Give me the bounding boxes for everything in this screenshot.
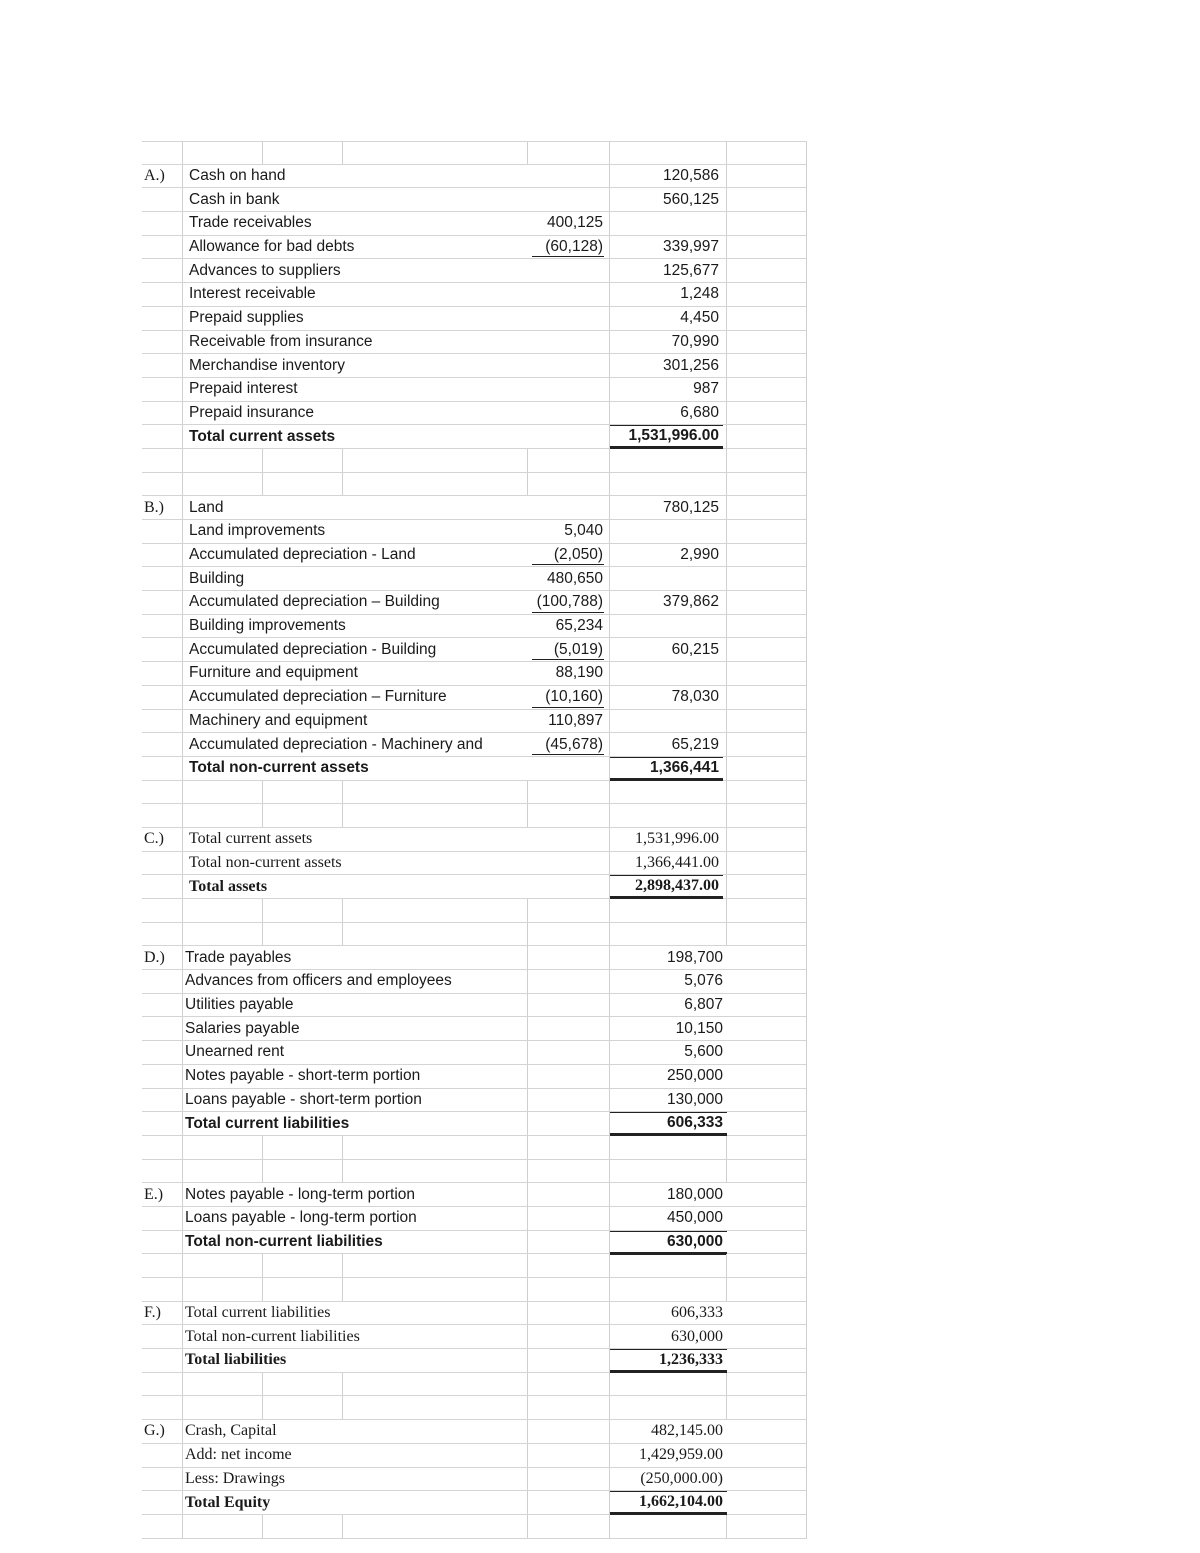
line-item-label: Crash, Capital — [185, 1420, 525, 1443]
line-item-label: Advances from officers and employees — [185, 970, 525, 993]
table-row — [142, 1420, 807, 1444]
line-item-label: Prepaid interest — [189, 378, 529, 401]
line-item-label: Loans payable - short-term portion — [185, 1089, 525, 1112]
table-row — [142, 994, 807, 1018]
line-item-label: Furniture and equipment — [189, 662, 529, 685]
table-row — [142, 686, 807, 710]
line-item-label: Building — [189, 567, 529, 590]
table-row — [142, 1468, 807, 1492]
line-item-label: Advances to suppliers — [189, 259, 529, 282]
total-amount: 606,333 — [610, 1112, 727, 1136]
line-item-label: Accumulated depreciation – Building — [189, 591, 529, 614]
line-item-label: Building improvements — [189, 615, 529, 638]
line-item-label: Add: net income — [185, 1444, 525, 1467]
line-amount: 301,256 — [610, 354, 723, 377]
table-row — [142, 1065, 807, 1089]
line-item-label: Accumulated depreciation - Building — [189, 638, 529, 661]
table-row — [142, 520, 807, 544]
total-label: Total current assets — [189, 425, 529, 448]
line-amount: 379,862 — [610, 591, 723, 614]
total-row — [142, 1112, 807, 1136]
total-row — [142, 1349, 807, 1373]
line-amount: 606,333 — [610, 1302, 727, 1325]
total-amount: 1,236,333 — [610, 1349, 727, 1373]
blank-row — [142, 473, 807, 497]
line-item-label: Unearned rent — [185, 1041, 525, 1064]
line-amount: 630,000 — [610, 1325, 727, 1348]
line-item-label: Allowance for bad debts — [189, 236, 529, 259]
line-item-label: Accumulated depreciation - Machinery and — [189, 733, 529, 756]
line-item-label: Trade receivables — [189, 212, 529, 235]
line-amount: 2,990 — [610, 544, 723, 567]
total-row — [142, 1491, 807, 1515]
table-row — [142, 615, 807, 639]
blank-row — [142, 141, 807, 165]
table-row — [142, 852, 807, 876]
table-row — [142, 307, 807, 331]
line-item-label: Trade payables — [185, 946, 525, 969]
sub-amount: (45,678) — [528, 733, 606, 756]
line-amount: 482,145.00 — [610, 1420, 727, 1443]
line-item-label: Notes payable - short-term portion — [185, 1065, 525, 1088]
line-item-label: Merchandise inventory — [189, 354, 529, 377]
line-amount: 987 — [610, 378, 723, 401]
sub-amount: (60,128) — [528, 236, 606, 259]
line-amount: 560,125 — [610, 188, 723, 211]
blank-row — [142, 449, 807, 473]
line-amount: 1,531,996.00 — [610, 828, 723, 851]
sub-amount: (5,019) — [528, 638, 606, 661]
total-label: Total non-current liabilities — [185, 1231, 525, 1254]
sub-amount: (2,050) — [528, 544, 606, 567]
line-amount: 5,600 — [610, 1041, 727, 1064]
blank-row — [142, 781, 807, 805]
blank-row — [142, 1396, 807, 1420]
line-amount: 1,366,441.00 — [610, 852, 723, 875]
line-amount: 198,700 — [610, 946, 727, 969]
line-amount: 780,125 — [610, 496, 723, 519]
line-amount: 4,450 — [610, 307, 723, 330]
sub-amount: 65,234 — [528, 615, 606, 638]
table-row — [142, 638, 807, 662]
table-row — [142, 378, 807, 402]
total-amount: 1,366,441 — [610, 757, 723, 781]
line-item-label: Less: Drawings — [185, 1468, 525, 1491]
line-item-label: Salaries payable — [185, 1017, 525, 1040]
table-row — [142, 733, 807, 757]
line-amount: 70,990 — [610, 331, 723, 354]
table-row — [142, 402, 807, 426]
section-letter: C.) — [144, 830, 164, 848]
table-row — [142, 1089, 807, 1113]
table-row — [142, 567, 807, 591]
section-letter: B.) — [144, 498, 164, 516]
table-row — [142, 828, 807, 852]
blank-row — [142, 1373, 807, 1397]
line-amount: 450,000 — [610, 1207, 727, 1230]
sub-amount: 480,650 — [528, 567, 606, 590]
line-item-label: Notes payable - long-term portion — [185, 1183, 525, 1206]
line-amount: 125,677 — [610, 259, 723, 282]
table-row — [142, 283, 807, 307]
line-item-label: Cash on hand — [189, 165, 529, 188]
total-label: Total Equity — [185, 1491, 525, 1514]
blank-row — [142, 804, 807, 828]
total-amount: 1,662,104.00 — [610, 1491, 727, 1515]
section-letter: E.) — [144, 1185, 164, 1203]
table-row — [142, 946, 807, 970]
blank-row — [142, 923, 807, 947]
table-row — [142, 496, 807, 520]
line-item-label: Interest receivable — [189, 283, 529, 306]
line-amount: 65,219 — [610, 733, 723, 756]
table-row — [142, 1041, 807, 1065]
line-item-label: Utilities payable — [185, 994, 525, 1017]
total-row — [142, 757, 807, 781]
total-label: Total assets — [189, 875, 529, 898]
table-row — [142, 236, 807, 260]
line-amount: 130,000 — [610, 1089, 727, 1112]
table-row — [142, 188, 807, 212]
total-amount: 630,000 — [610, 1231, 727, 1255]
line-item-label: Cash in bank — [189, 188, 529, 211]
line-item-label: Prepaid insurance — [189, 402, 529, 425]
table-row — [142, 1183, 807, 1207]
total-label: Total liabilities — [185, 1349, 525, 1372]
table-row — [142, 1017, 807, 1041]
line-amount: 180,000 — [610, 1183, 727, 1206]
line-amount: (250,000.00) — [610, 1468, 727, 1491]
line-amount: 250,000 — [610, 1065, 727, 1088]
line-item-label: Total non-current assets — [189, 852, 529, 875]
table-row — [142, 331, 807, 355]
sub-amount: (10,160) — [528, 686, 606, 709]
line-item-label: Accumulated depreciation - Land — [189, 544, 529, 567]
line-amount: 339,997 — [610, 236, 723, 259]
section-letter: F.) — [144, 1304, 161, 1322]
line-amount: 120,586 — [610, 165, 723, 188]
line-item-label: Prepaid supplies — [189, 307, 529, 330]
line-amount: 1,429,959.00 — [610, 1444, 727, 1467]
line-item-label: Total current liabilities — [185, 1302, 525, 1325]
line-amount: 60,215 — [610, 638, 723, 661]
table-row — [142, 354, 807, 378]
section-letter: A.) — [144, 167, 165, 185]
table-row — [142, 710, 807, 734]
sub-amount: 5,040 — [528, 520, 606, 543]
line-item-label: Land — [189, 496, 529, 519]
balance-sheet-worksheet — [142, 141, 807, 1539]
line-item-label: Total current assets — [189, 828, 529, 851]
line-item-label: Receivable from insurance — [189, 331, 529, 354]
total-label: Total non-current assets — [189, 757, 529, 780]
line-amount: 1,248 — [610, 283, 723, 306]
blank-row — [142, 1278, 807, 1302]
line-item-label: Total non-current liabilities — [185, 1325, 525, 1348]
sub-amount: (100,788) — [528, 591, 606, 614]
table-row — [142, 259, 807, 283]
line-item-label: Land improvements — [189, 520, 529, 543]
table-row — [142, 1444, 807, 1468]
table-row — [142, 1325, 807, 1349]
section-letter: G.) — [144, 1422, 165, 1440]
total-row — [142, 875, 807, 899]
blank-row — [142, 1515, 807, 1539]
section-letter: D.) — [144, 948, 165, 966]
line-item-label: Loans payable - long-term portion — [185, 1207, 525, 1230]
sub-amount: 400,125 — [528, 212, 606, 235]
line-item-label: Machinery and equipment — [189, 710, 529, 733]
blank-row — [142, 1254, 807, 1278]
table-row — [142, 662, 807, 686]
table-row — [142, 970, 807, 994]
total-label: Total current liabilities — [185, 1112, 525, 1135]
line-amount: 6,680 — [610, 402, 723, 425]
sub-amount: 110,897 — [528, 710, 606, 733]
line-item-label: Accumulated depreciation – Furniture — [189, 686, 529, 709]
table-row — [142, 544, 807, 568]
line-amount: 10,150 — [610, 1017, 727, 1040]
table-row — [142, 1207, 807, 1231]
blank-row — [142, 1160, 807, 1184]
line-amount: 78,030 — [610, 686, 723, 709]
line-amount: 5,076 — [610, 970, 727, 993]
table-row — [142, 591, 807, 615]
sub-amount: 88,190 — [528, 662, 606, 685]
table-row — [142, 165, 807, 189]
table-row — [142, 1302, 807, 1326]
total-row — [142, 425, 807, 449]
blank-row — [142, 1136, 807, 1160]
blank-row — [142, 899, 807, 923]
total-amount: 1,531,996.00 — [610, 425, 723, 449]
table-row — [142, 212, 807, 236]
total-amount: 2,898,437.00 — [610, 875, 723, 899]
total-row — [142, 1231, 807, 1255]
line-amount: 6,807 — [610, 994, 727, 1017]
